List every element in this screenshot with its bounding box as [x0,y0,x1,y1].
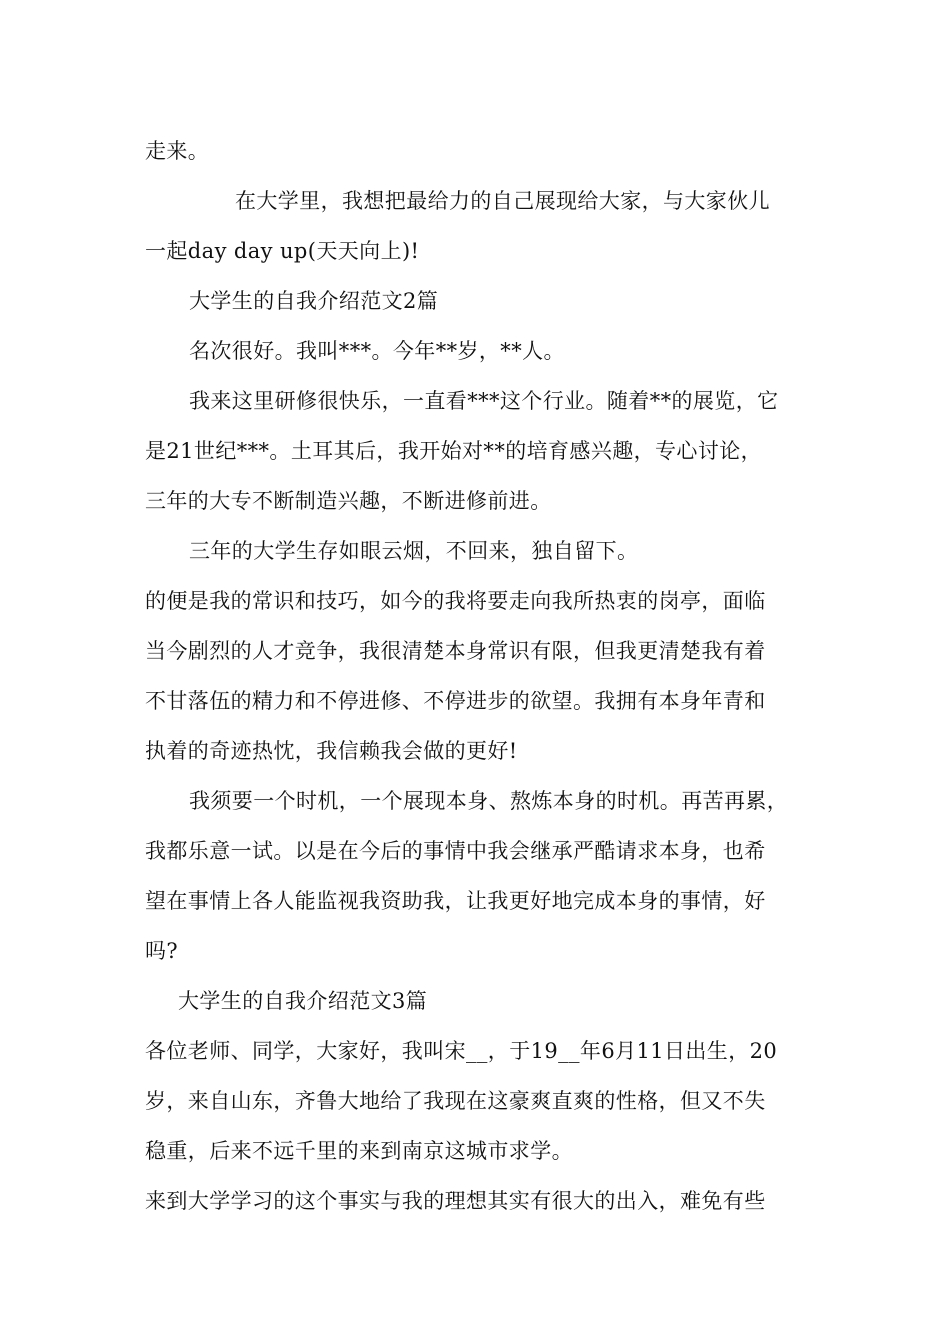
section-heading: 大学生的自我介绍范文2篇 [189,289,439,313]
text-line: 当今剧烈的人才竞争，我很清楚本身常识有限，但我更清楚我有着 [145,639,766,663]
text-line: 一起day day up(天天向上)! [145,239,420,263]
text-line: 执着的奇迹热忱，我信赖我会做的更好! [145,739,518,763]
text-line: 在大学里，我想把最给力的自己展现给大家，与大家伙儿 [235,189,770,213]
text-line: 望在事情上各人能监视我资助我，让我更好地完成本身的事情，好 [145,889,766,913]
text-line: 是21世纪***。土耳其后，我开始对**的培育感兴趣，专心讨论， [145,439,763,463]
text-line: 我都乐意一试。以是在今后的事情中我会继承严酷请求本身，也希 [145,839,766,863]
section-heading: 大学生的自我介绍范文3篇 [178,989,428,1013]
text-line: 名次很好。我叫***。今年**岁，**人。 [189,339,565,363]
text-line: 稳重，后来不远千里的来到南京这城市求学。 [145,1139,573,1163]
text-line: 的便是我的常识和技巧，如今的我将要走向我所热衷的岗亭，面临 [145,589,766,613]
text-line: 走来。 [145,139,210,163]
text-line: 吗? [145,939,179,963]
text-line: 来到大学学习的这个事实与我的理想其实有很大的出入，难免有些 [145,1189,766,1213]
text-line: 各位老师、同学，大家好，我叫宋__，于19__年6月11日出生，20 [145,1039,778,1063]
text-line: 我须要一个时机，一个展现本身、熬炼本身的时机。再苦再累， [189,789,789,813]
text-line: 我来这里研修很快乐，一直看***这个行业。随着**的展览，它 [189,389,779,413]
text-line: 三年的大专不断制造兴趣，不断进修前进。 [145,489,552,513]
text-line: 三年的大学生存如眼云烟，不回来，独自留下。 [189,539,639,563]
text-line: 不甘落伍的精力和不停进修、不停进步的欲望。我拥有本身年青和 [145,689,766,713]
text-line: 岁，来自山东，齐鲁大地给了我现在这豪爽直爽的性格，但又不失 [145,1089,766,1113]
